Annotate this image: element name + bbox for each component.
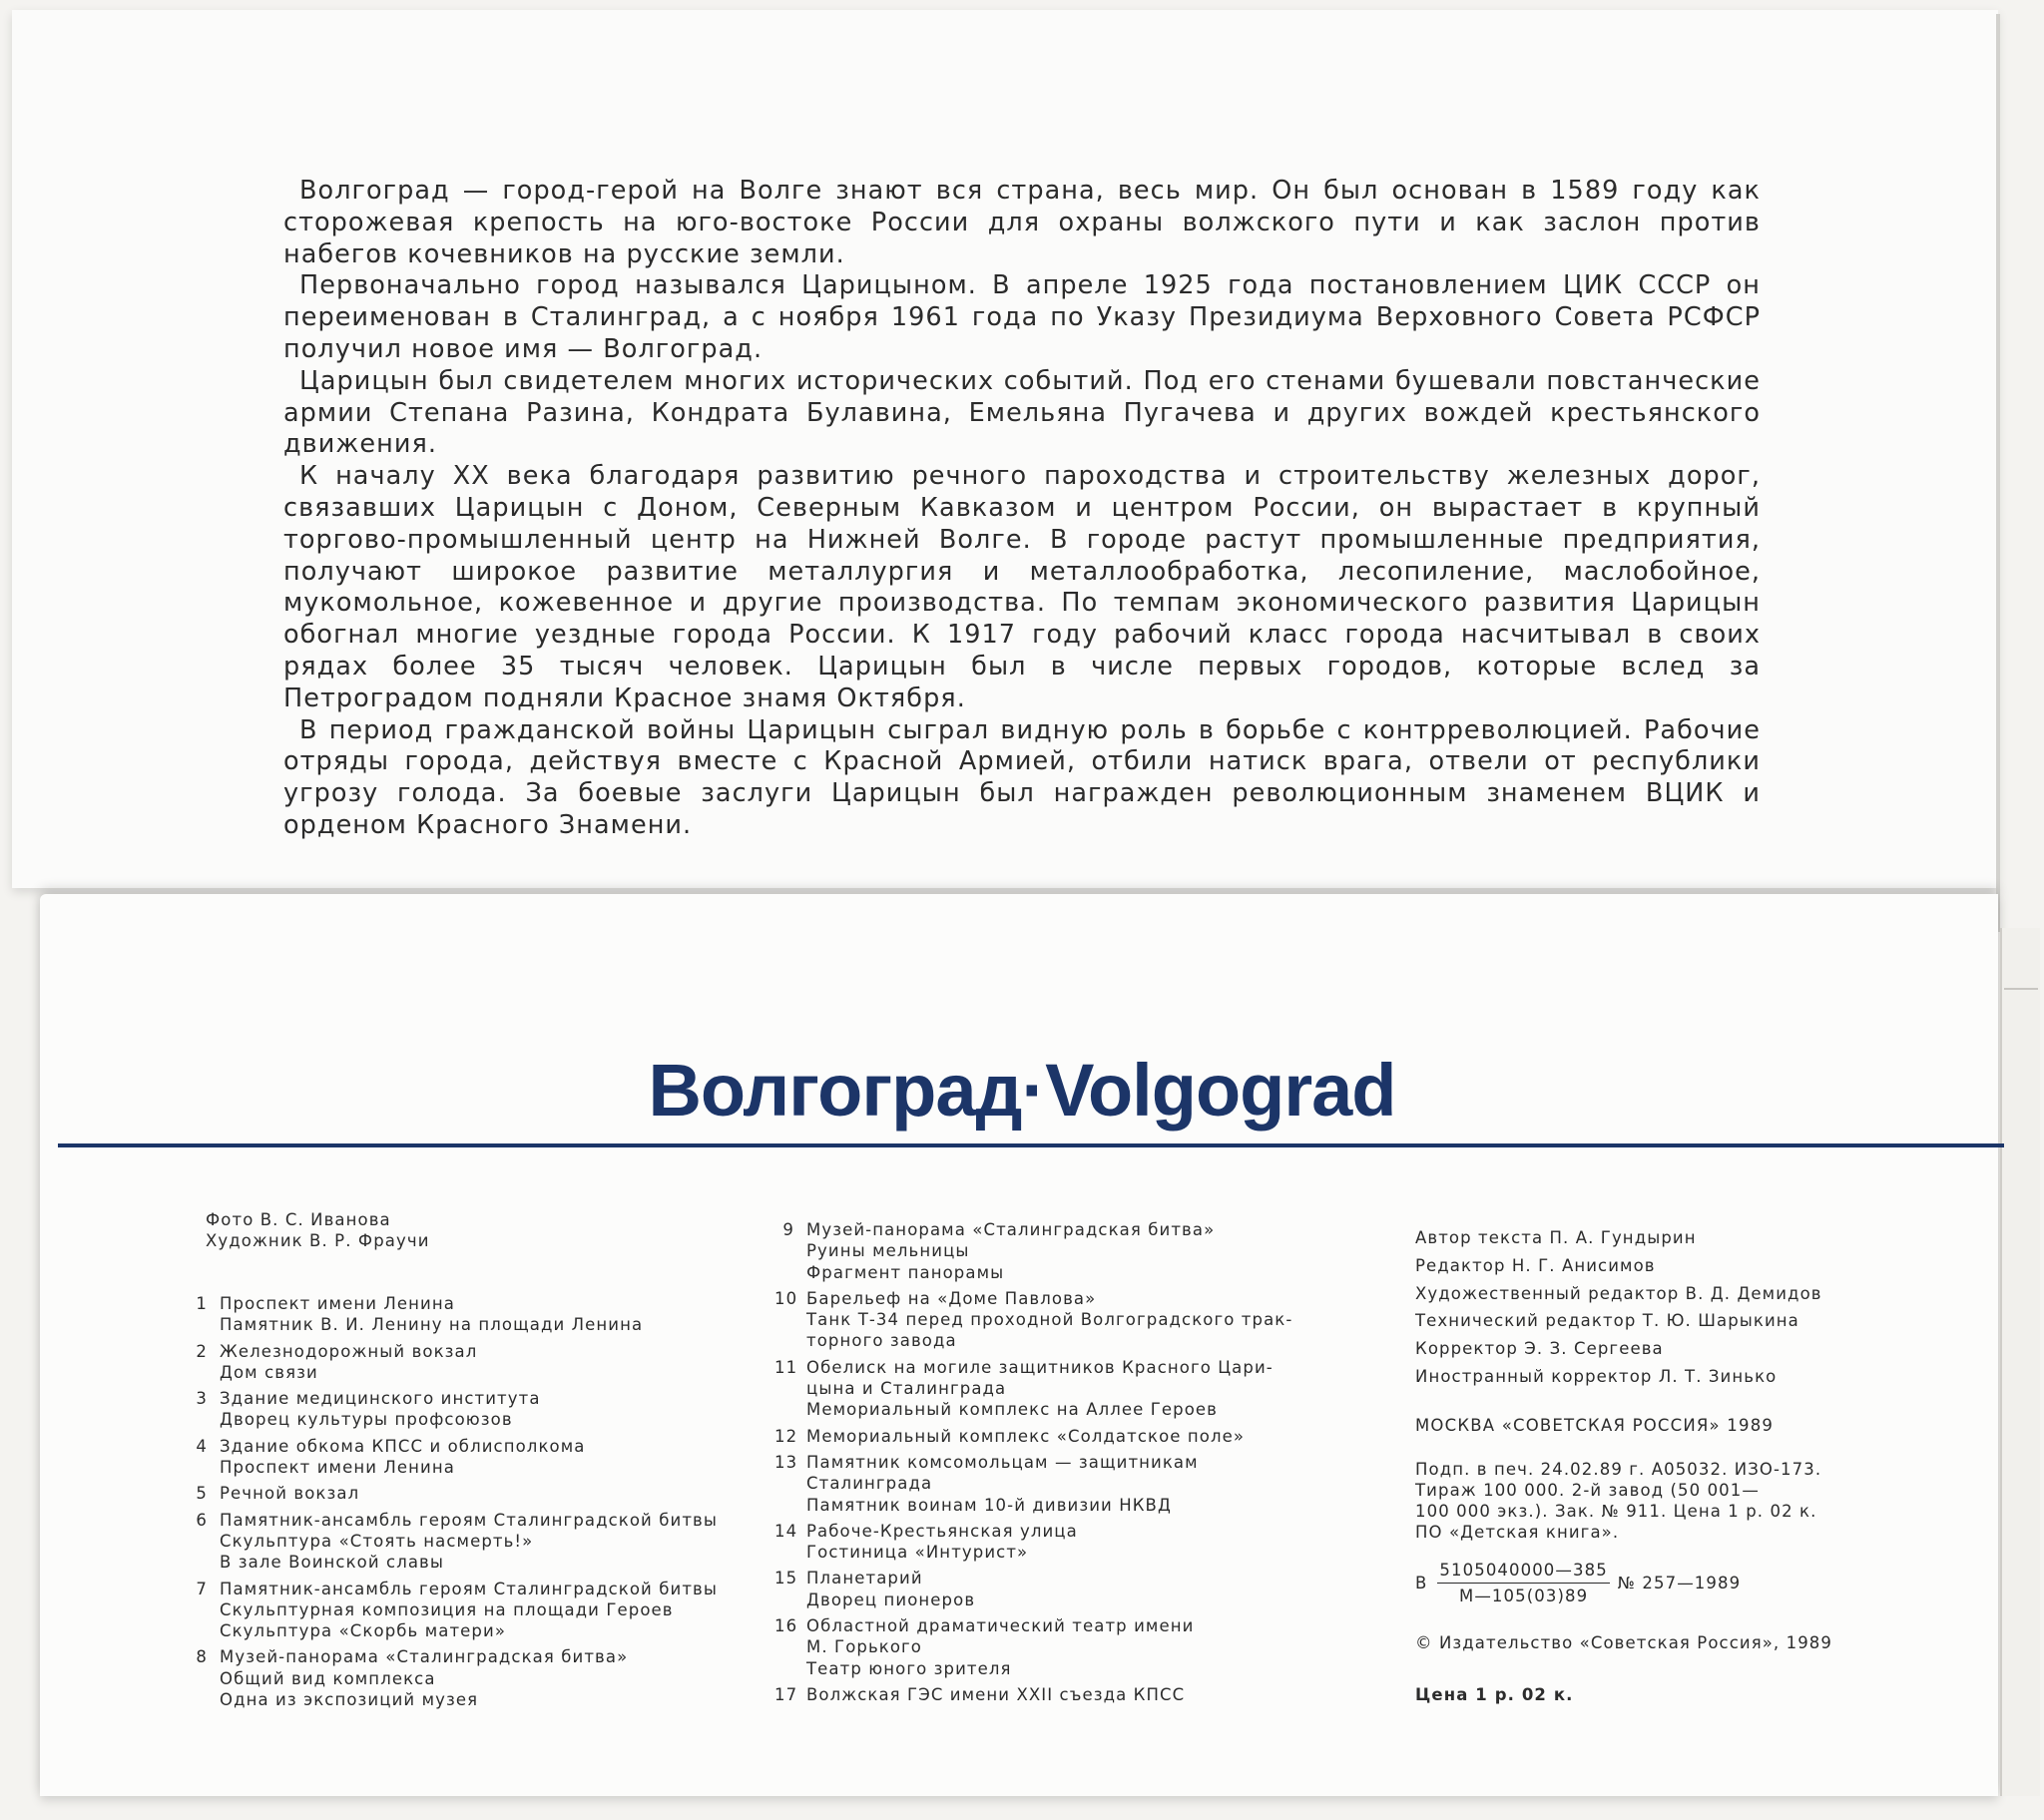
caption-line: Дворец пионеров [806, 1590, 976, 1609]
caption-line: Планетарий [806, 1569, 923, 1589]
caption-line: Скульптурная композиция на площади Героев [220, 1599, 674, 1619]
caption-line: Обелиск на могиле защитников Красного Цари- [806, 1357, 1274, 1377]
caption-item [188, 1341, 718, 1384]
caption-number: 3 [196, 1389, 208, 1409]
caption-number: 13 [774, 1452, 798, 1472]
caption-item [188, 1483, 718, 1504]
caption-item [774, 1615, 1292, 1679]
caption-item [774, 1568, 1292, 1610]
caption-lines [806, 1615, 1194, 1679]
caption-line: Барельеф на «Доме Павлова» [806, 1288, 1097, 1308]
catalog-fraction [1437, 1560, 1609, 1607]
caption-line: Здание медицинского института [220, 1389, 541, 1409]
caption-number: 16 [774, 1616, 798, 1636]
photo-credit: Фото В. С. Иванова [206, 1210, 391, 1229]
caption-line: Руины мельницы [806, 1241, 970, 1261]
caption-line: Памятник В. И. Ленину на площади Ленина [220, 1315, 644, 1335]
caption-number: 1 [196, 1294, 208, 1313]
caption-lines [220, 1436, 585, 1479]
caption-line: Памятник комсомольцам — защитникам [806, 1452, 1199, 1472]
caption-line: Железнодорожный вокзал [220, 1341, 478, 1361]
caption-line: Мемориальный комплекс «Солдатское поле» [806, 1426, 1246, 1446]
caption-lines [806, 1568, 975, 1610]
caption-line: торного завода [806, 1331, 957, 1351]
publication-info [1415, 1227, 1832, 1705]
caption-lines [220, 1293, 643, 1336]
caption-line: Областной драматический театр имени [806, 1616, 1195, 1636]
caption-line: Музей-панорама «Сталинградская битва» [220, 1647, 629, 1667]
catalog-code [1415, 1560, 1832, 1607]
caption-item [774, 1288, 1292, 1352]
intro-paragraph-4: К началу XX века благодаря развитию речного пароходства и строительству железных дорог, связавших Царицын с Доном, Северным Кавказом и центром России, он вырастает в крупный торгово-промышленный центр на Нижней Волге. В городе растут промышленные предприятия, получают широкое развитие металлургия и металлообработка, лесопиление, маслобойное, мукомольное, кожевенное и другие производства. По темпам экономического развития Царицын обогнал многие уездные города России. К 1917 году рабочий класс города насчитывал в своих рядах более 35 тысяч человек. Царицын был в числе первых городов, которые вслед за Петроградом подняли Красное знамя Октября. [283, 461, 1761, 713]
caption-item [188, 1646, 718, 1710]
captions-list-1 [188, 1293, 718, 1715]
staff-line: Автор текста П. А. Гундырин [1415, 1228, 1697, 1247]
caption-item [774, 1357, 1292, 1421]
catalog-numerator: 5105040000—385 [1437, 1560, 1609, 1584]
caption-line: цына и Сталинграда [806, 1379, 1007, 1399]
title-rule [58, 1143, 2004, 1147]
caption-line: Театр юного зрителя [806, 1658, 1012, 1678]
caption-number: 6 [196, 1510, 208, 1530]
caption-lines [806, 1219, 1215, 1283]
caption-lines [806, 1452, 1199, 1516]
staff-line: Художественный редактор В. Д. Демидов [1415, 1283, 1822, 1303]
caption-line: Волжская ГЭС имени XXII съезда КПСС [806, 1684, 1186, 1704]
caption-lines [806, 1288, 1292, 1352]
caption-number: 12 [774, 1426, 798, 1446]
caption-lines [220, 1341, 477, 1384]
caption-line: Проспект имени Ленина [220, 1294, 455, 1313]
caption-number: 2 [196, 1341, 208, 1361]
caption-lines [220, 1483, 359, 1504]
caption-item [774, 1684, 1292, 1705]
caption-line: Дворец культуры профсоюзов [220, 1410, 513, 1430]
caption-number: 15 [774, 1569, 798, 1589]
caption-item [188, 1293, 718, 1336]
caption-line: Скульптура «Скорбь матери» [220, 1621, 507, 1641]
caption-lines [806, 1684, 1185, 1705]
caption-lines [806, 1357, 1274, 1421]
caption-lines [220, 1388, 541, 1431]
staff-line: Редактор Н. Г. Анисимов [1415, 1255, 1656, 1275]
staff-line: Технический редактор Т. Ю. Шарыкина [1415, 1311, 1799, 1331]
caption-number: 14 [774, 1521, 798, 1541]
caption-line: Мемориальный комплекс на Аллее Героев [806, 1400, 1218, 1420]
caption-line: Гостиница «Интурист» [806, 1543, 1029, 1563]
caption-line: Общий вид комплекса [220, 1668, 436, 1688]
caption-item [774, 1219, 1292, 1283]
credits [206, 1209, 430, 1252]
caption-line: Скульптура «Стоять насмерть!» [220, 1531, 534, 1551]
imprint [1415, 1459, 1832, 1544]
caption-line: Танк Т-34 перед проходной Волгоградского трак- [806, 1310, 1293, 1330]
history-text [283, 176, 1761, 842]
caption-item [774, 1426, 1292, 1447]
caption-item [774, 1452, 1292, 1516]
intro-paragraph-2: Первоначально город назывался Царицыном. В апреле 1925 года постановлением ЦИК СССР он переименован в Сталинград, а с ноября 1961 года по Указу Президиума Верховного Совета РСФСР получил новое имя — Волгоград. [283, 270, 1761, 364]
staff-line: Корректор Э. З. Сергеева [1415, 1339, 1664, 1359]
caption-number: 4 [196, 1436, 208, 1456]
imprint-line: ПО «Детская книга». [1415, 1523, 1620, 1543]
caption-line: В зале Воинской славы [220, 1553, 444, 1573]
imprint-line: Подп. в печ. 24.02.89 г. А05032. ИЗО-173. [1415, 1459, 1822, 1479]
caption-item [188, 1579, 718, 1642]
imprint-line: 100 000 экз.). Зак. № 911. Цена 1 р. 02 к. [1415, 1502, 1817, 1522]
caption-number: 10 [774, 1288, 798, 1308]
caption-line: М. Горького [806, 1637, 923, 1657]
caption-line: Здание обкома КПСС и облисполкома [220, 1436, 586, 1456]
caption-number: 11 [774, 1357, 798, 1377]
caption-line: Проспект имени Ленина [220, 1458, 455, 1478]
catalog-suffix: № 257—1989 [1617, 1573, 1742, 1592]
captions-list-2 [774, 1219, 1292, 1710]
caption-line: Памятник воинам 10-й дивизии НКВД [806, 1495, 1172, 1515]
caption-item [774, 1521, 1292, 1564]
caption-number: 7 [196, 1579, 208, 1598]
caption-number: 9 [782, 1220, 794, 1239]
staff-line: Иностранный корректор Л. Т. Зинько [1415, 1366, 1778, 1386]
price: Цена 1 р. 02 к. [1415, 1684, 1574, 1704]
intro-paragraph-3: Царицын был свидетелем многих исторических событий. Под его стенами бушевали повстанческие армии Степана Разина, Кондрата Булавина, Емельяна Пугачева и других вождей крестьянского движения. [283, 365, 1761, 460]
imprint-line: Тираж 100 000. 2-й завод (50 001— [1415, 1480, 1760, 1500]
caption-number: 17 [774, 1684, 798, 1704]
cover-title: Волгоград·Volgograd [648, 1049, 1396, 1132]
caption-lines [220, 1579, 718, 1642]
caption-lines [220, 1646, 628, 1710]
caption-line: Музей-панорама «Сталинградская битва» [806, 1220, 1216, 1239]
caption-line: Рабоче-Крестьянская улица [806, 1521, 1078, 1541]
caption-number: 8 [196, 1647, 208, 1667]
catalog-prefix: В [1415, 1573, 1428, 1592]
caption-line: Сталинграда [806, 1474, 933, 1494]
caption-lines [806, 1426, 1245, 1447]
caption-lines [806, 1521, 1078, 1564]
caption-item [188, 1388, 718, 1431]
staff-list [1415, 1227, 1832, 1387]
catalog-denominator: М—105(03)89 [1459, 1587, 1589, 1606]
caption-line: Дом связи [220, 1362, 318, 1382]
caption-line: Фрагмент панорамы [806, 1262, 1005, 1282]
caption-line: Памятник-ансамбль героям Сталинградской битвы [220, 1510, 718, 1530]
caption-item [188, 1510, 718, 1574]
caption-line: Одна из экспозиций музея [220, 1690, 479, 1710]
artist-credit: Художник В. Р. Фраучи [206, 1231, 430, 1251]
intro-paragraph-5: В период гражданской войны Царицын сыграл видную роль в борьбе с контрреволюцией. Рабочие отряды города, действуя вместе с Красной Армией, отбили натиск врага, отвели от республики угрозу голода. За боевые заслуги Царицын был награжден революционным знаменем ВЦИК и орденом Красного Знамени. [283, 714, 1761, 840]
intro-paragraph-1: Волгоград — город-герой на Волге знают вся страна, весь мир. Он был основан в 1589 году как сторожевая крепость на юго-востоке России для охраны волжского пути и как заслон против набегов кочевников на русские земли. [283, 176, 1761, 269]
publisher-line: МОСКВА «СОВЕТСКАЯ РОССИЯ» 1989 [1415, 1416, 1775, 1436]
copyright: © Издательство «Советская Россия», 1989 [1415, 1633, 1832, 1653]
flap-crease [2004, 988, 2038, 990]
caption-line: Памятник-ансамбль героям Сталинградской битвы [220, 1579, 718, 1598]
caption-item [188, 1436, 718, 1479]
sheet-edge [1996, 14, 2000, 932]
caption-lines [220, 1510, 718, 1574]
caption-line: Речной вокзал [220, 1484, 360, 1504]
caption-number: 5 [196, 1484, 208, 1504]
